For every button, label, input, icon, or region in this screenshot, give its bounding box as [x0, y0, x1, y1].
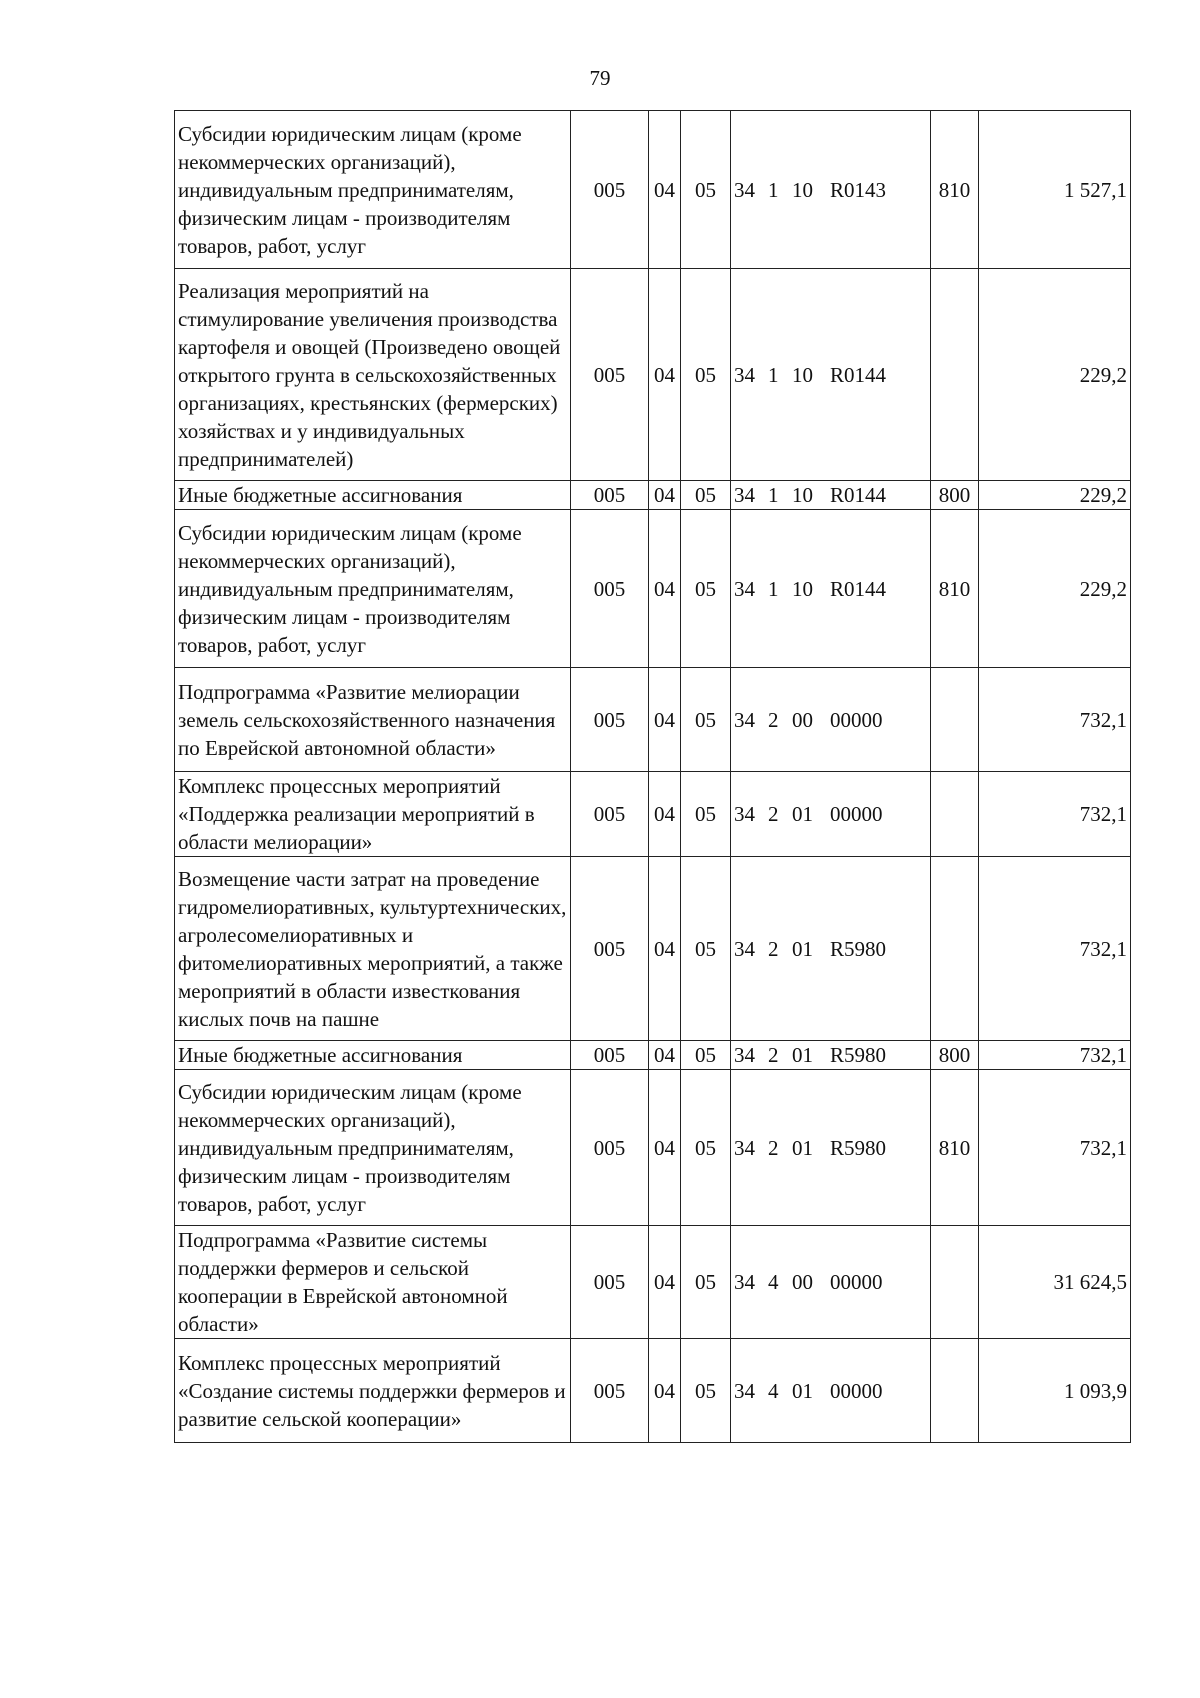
- subsection-code: 05: [681, 481, 731, 510]
- target-program-code: 34: [734, 1270, 755, 1294]
- ministry-code: 005: [571, 772, 649, 857]
- section-code: 04: [649, 857, 681, 1041]
- ministry-code: 005: [571, 857, 649, 1041]
- ministry-code: 005: [571, 510, 649, 668]
- table-row: [175, 269, 1131, 481]
- expense-type-code: 800: [931, 1041, 979, 1070]
- page-number: 79: [589, 66, 611, 90]
- ministry-code: 005: [571, 269, 649, 481]
- section-code: 04: [649, 269, 681, 481]
- table-row: [175, 1226, 1131, 1339]
- ministry-code: 005: [571, 1070, 649, 1226]
- target-subprogram-code: 1: [768, 483, 779, 507]
- row-name: Подпрограмма «Развитие мелиорации земель сельскохозяйственного назначения по Еврейской автономной области»: [175, 668, 571, 772]
- section-code: 04: [649, 772, 681, 857]
- target-direction-code: 00000: [830, 707, 883, 732]
- target-direction-code: R0143: [830, 177, 887, 202]
- row-name: Субсидии юридическим лицам (кроме некоммерческих организаций), индивидуальным предпринимателям, физическим лицам - производителям товаров, работ, услуг: [175, 1070, 571, 1226]
- section-code: 04: [649, 1339, 681, 1443]
- target-direction-code: R0144: [830, 362, 887, 387]
- target-direction-code: 00000: [830, 802, 883, 826]
- row-name: Реализация мероприятий на стимулирование увеличения производства картофеля и овощей (Произведено овощей открытого грунта в сельскохозяйственных организациях, крестьянских (фермерских) хозяйствах и у индивидуальных предпринимателей): [175, 269, 571, 481]
- target-article-code: [731, 111, 931, 269]
- ministry-code: 005: [571, 668, 649, 772]
- table-row: [175, 1070, 1131, 1226]
- target-article-code: [731, 1339, 931, 1443]
- target-article-code: [731, 668, 931, 772]
- target-program-code: 34: [734, 362, 755, 387]
- target-group-code: 01: [792, 802, 813, 826]
- target-direction-code: 00000: [830, 1378, 883, 1403]
- table-row: [175, 481, 1131, 510]
- target-article-code: [731, 1070, 931, 1226]
- target-group-code: 10: [792, 576, 813, 601]
- target-subprogram-code: 4: [768, 1378, 779, 1403]
- amount: 229,2: [979, 481, 1131, 510]
- section-code: 04: [649, 510, 681, 668]
- target-subprogram-code: 2: [768, 1043, 779, 1067]
- section-code: 04: [649, 1041, 681, 1070]
- target-direction-code: R0144: [830, 483, 887, 507]
- target-group-code: 01: [792, 936, 813, 961]
- target-subprogram-code: 2: [768, 707, 779, 732]
- table-row: [175, 111, 1131, 269]
- table-row: [175, 668, 1131, 772]
- target-program-code: 34: [734, 1043, 755, 1067]
- target-group-code: 10: [792, 362, 813, 387]
- table-body: [175, 111, 1131, 1443]
- target-article-code: [731, 269, 931, 481]
- ministry-code: 005: [571, 1226, 649, 1339]
- target-subprogram-code: 1: [768, 362, 779, 387]
- ministry-code: 005: [571, 1339, 649, 1443]
- target-subprogram-code: 2: [768, 802, 779, 826]
- target-article-code: [731, 481, 931, 510]
- amount: 732,1: [979, 1070, 1131, 1226]
- target-article-code: [731, 1226, 931, 1339]
- subsection-code: 05: [681, 111, 731, 269]
- target-subprogram-code: 2: [768, 1135, 779, 1160]
- target-program-code: 34: [734, 1135, 755, 1160]
- table-row: [175, 510, 1131, 668]
- target-article-code: [731, 857, 931, 1041]
- amount: 31 624,5: [979, 1226, 1131, 1339]
- target-group-code: 01: [792, 1043, 813, 1067]
- section-code: 04: [649, 1226, 681, 1339]
- target-program-code: 34: [734, 802, 755, 826]
- target-direction-code: R5980: [830, 1135, 887, 1160]
- amount: 732,1: [979, 857, 1131, 1041]
- subsection-code: 05: [681, 1070, 731, 1226]
- target-subprogram-code: 1: [768, 177, 779, 202]
- section-code: 04: [649, 1070, 681, 1226]
- expense-type-code: 800: [931, 481, 979, 510]
- row-name: Комплекс процессных мероприятий «Создание системы поддержки фермеров и развитие сельской кооперации»: [175, 1339, 571, 1443]
- target-program-code: 34: [734, 936, 755, 961]
- expense-type-code: 810: [931, 510, 979, 668]
- amount: 1 093,9: [979, 1339, 1131, 1443]
- target-article-code: [731, 1041, 931, 1070]
- target-program-code: 34: [734, 177, 755, 202]
- expense-type-code: [931, 772, 979, 857]
- amount: 1 527,1: [979, 111, 1131, 269]
- table-row: [175, 772, 1131, 857]
- expense-type-code: [931, 668, 979, 772]
- row-name: Иные бюджетные ассигнования: [175, 481, 571, 510]
- expense-type-code: [931, 269, 979, 481]
- subsection-code: 05: [681, 772, 731, 857]
- target-program-code: 34: [734, 483, 755, 507]
- target-group-code: 00: [792, 707, 813, 732]
- row-name: Комплекс процессных мероприятий «Поддержка реализации мероприятий в области мелиорации»: [175, 772, 571, 857]
- budget-table: [174, 110, 1131, 1443]
- row-name: Иные бюджетные ассигнования: [175, 1041, 571, 1070]
- target-direction-code: R5980: [830, 936, 887, 961]
- target-group-code: 00: [792, 1270, 813, 1294]
- section-code: 04: [649, 668, 681, 772]
- target-article-code: [731, 772, 931, 857]
- target-article-code: [731, 510, 931, 668]
- section-code: 04: [649, 111, 681, 269]
- target-subprogram-code: 4: [768, 1270, 779, 1294]
- table-row: [175, 1339, 1131, 1443]
- subsection-code: 05: [681, 857, 731, 1041]
- subsection-code: 05: [681, 510, 731, 668]
- expense-type-code: [931, 857, 979, 1041]
- row-name: Субсидии юридическим лицам (кроме некоммерческих организаций), индивидуальным предпринимателям, физическим лицам - производителям товаров, работ, услуг: [175, 510, 571, 668]
- target-group-code: 10: [792, 483, 813, 507]
- target-program-code: 34: [734, 1378, 755, 1403]
- target-program-code: 34: [734, 576, 755, 601]
- target-group-code: 10: [792, 177, 813, 202]
- section-code: 04: [649, 481, 681, 510]
- row-name: Возмещение части затрат на проведение гидромелиоративных, культуртехнических, агролесомелиоративных и фитомелиоративных мероприятий, а также мероприятий в области известкования кислых почв на пашне: [175, 857, 571, 1041]
- row-name: Подпрограмма «Развитие системы поддержки фермеров и сельской кооперации в Еврейской автономной области»: [175, 1226, 571, 1339]
- row-name: Субсидии юридическим лицам (кроме некоммерческих организаций), индивидуальным предпринимателям, физическим лицам - производителям товаров, работ, услуг: [175, 111, 571, 269]
- amount: 229,2: [979, 510, 1131, 668]
- target-direction-code: 00000: [830, 1270, 883, 1294]
- subsection-code: 05: [681, 1226, 731, 1339]
- target-group-code: 01: [792, 1135, 813, 1160]
- subsection-code: 05: [681, 668, 731, 772]
- expense-type-code: [931, 1339, 979, 1443]
- ministry-code: 005: [571, 111, 649, 269]
- amount: 732,1: [979, 668, 1131, 772]
- target-subprogram-code: 1: [768, 576, 779, 601]
- amount: 732,1: [979, 772, 1131, 857]
- target-program-code: 34: [734, 707, 755, 732]
- expense-type-code: 810: [931, 111, 979, 269]
- amount: 229,2: [979, 269, 1131, 481]
- target-subprogram-code: 2: [768, 936, 779, 961]
- expense-type-code: [931, 1226, 979, 1339]
- table-row: [175, 1041, 1131, 1070]
- subsection-code: 05: [681, 269, 731, 481]
- expense-type-code: 810: [931, 1070, 979, 1226]
- target-direction-code: R5980: [830, 1043, 887, 1067]
- ministry-code: 005: [571, 1041, 649, 1070]
- subsection-code: 05: [681, 1041, 731, 1070]
- amount: 732,1: [979, 1041, 1131, 1070]
- ministry-code: 005: [571, 481, 649, 510]
- target-direction-code: R0144: [830, 576, 887, 601]
- subsection-code: 05: [681, 1339, 731, 1443]
- target-group-code: 01: [792, 1378, 813, 1403]
- table-row: [175, 857, 1131, 1041]
